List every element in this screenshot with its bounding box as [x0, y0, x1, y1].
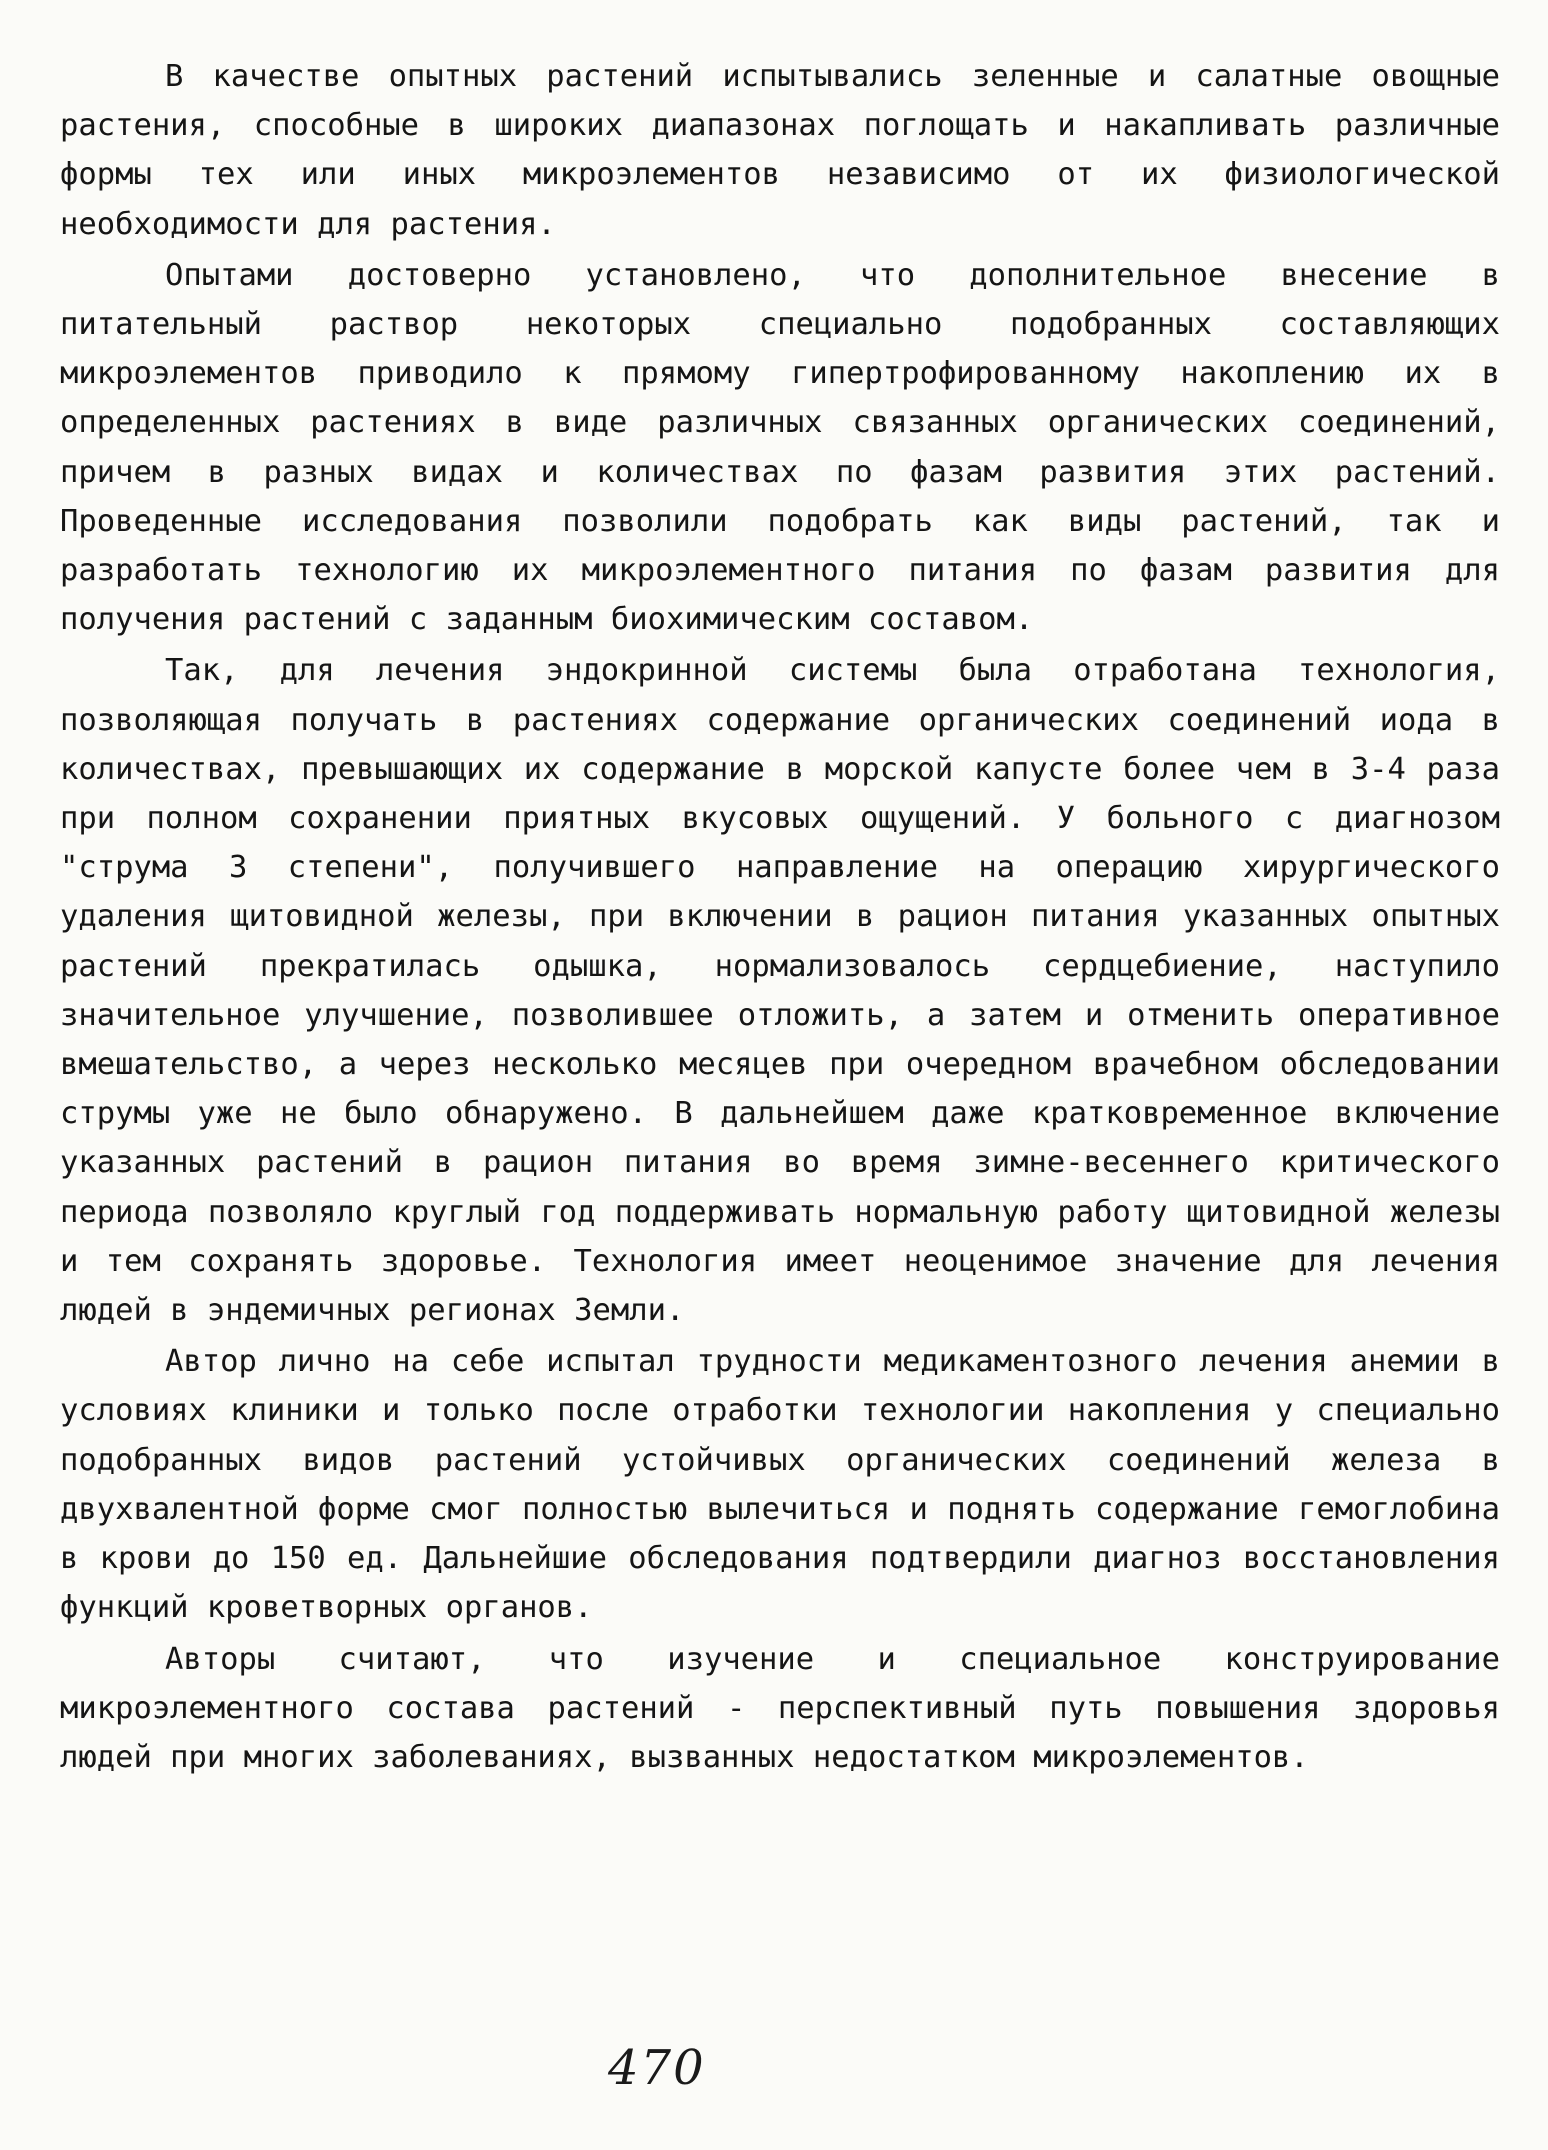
paragraph-4: Автор лично на себе испытал трудности медикаментозного лечения анемии в условиях клиники и только после отработки технологии накопления у специально подобранных видов растений устойчивых органических соединений железа в двухвалентной форме смог полностью вылечиться и поднять содержание гемоглобина в крови до 150 ед. Дальнейшие обследования подтвердили диагноз восстановления функций кроветворных органов. — [60, 1344, 1500, 1626]
page-number: 470 — [608, 2040, 706, 2096]
paragraph-5: Авторы считают, что изучение и специальное конструирование микроэлементного состава растений - перспективный путь повышения здоровья людей при многих заболеваниях, вызванных недостатком микроэлементов. — [60, 1641, 1500, 1775]
paragraph-3: Так, для лечения эндокринной системы была отработана технология, позволяющая получать в растениях содержание органических соединений иода в количествах, превышающих их содержание в морской капусте более чем в 3-4 раза при полном сохранении приятных вкусовых ощущений. У больного с диагнозом "струма 3 степени", получившего направление на операцию хирургического удаления щитовидной железы, при включении в рацион питания указанных опытных растений прекратилась одышка, нормализовалось сердцебиение, наступило значительное улучшение, позволившее отложить, а затем и отменить оперативное вмешательство, а через несколько месяцев при очередном врачебном обследовании струмы уже не было обнаружено. В дальнейшем даже кратковременное включение указанных растений в рацион питания во время зимне-весеннего критического периода позволяло круглый год поддерживать нормальную работу щитовидной железы и тем сохранять здоровье. Технология имеет неоценимое значение для лечения людей в эндемичных регионах Земли. — [60, 653, 1500, 1329]
paragraph-1: В качестве опытных растений испытывались зеленные и салатные овощные растения, способные в широких диапазонах поглощать и накапливать различные формы тех или иных микроэлементов независимо от их физиологической необходимости для растения. — [60, 59, 1500, 242]
paragraph-2: Опытами достоверно установлено, что дополнительное внесение в питательный раствор некоторых специально подобранных составляющих микроэлементов приводило к прямому гипертрофированному накоплению их в определенных растениях в виде различных связанных органических соединений, причем в разных видах и количествах по фазам развития этих растений. Проведенные исследования позволили подобрать как виды растений, так и разработать технологию их микроэлементного питания по фазам развития для получения растений с заданным биохимическим составом. — [60, 257, 1500, 638]
document-body — [60, 52, 1500, 1782]
